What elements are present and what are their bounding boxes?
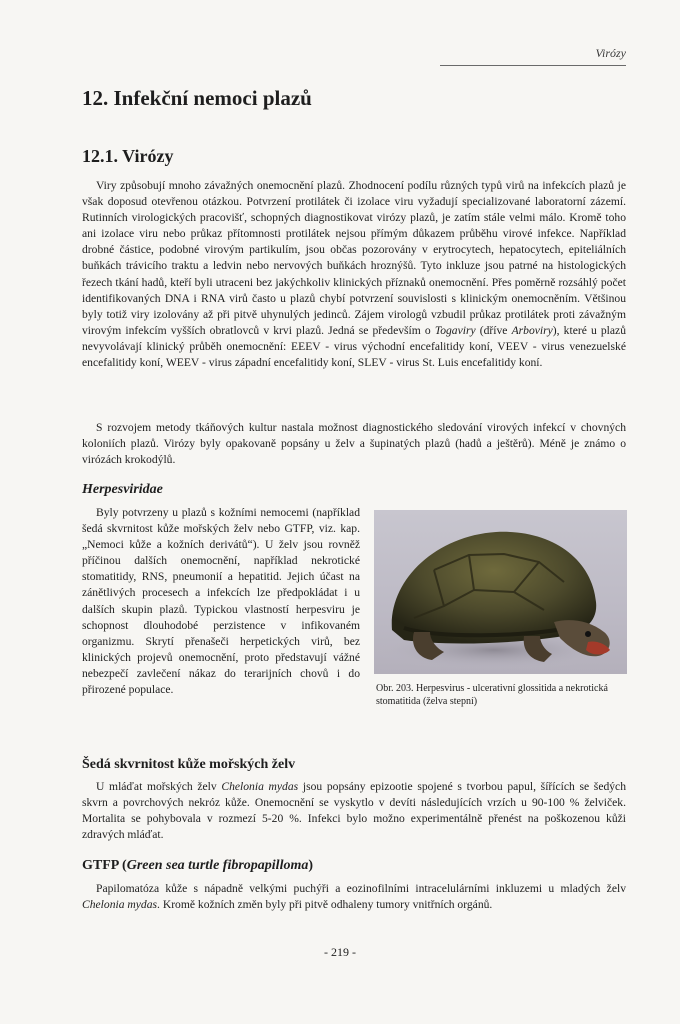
gtfp-heading-c: ) (308, 858, 314, 873)
running-head: Virózy (595, 46, 626, 60)
seda-text-a: U mláďat mořských želv (96, 780, 222, 793)
gtfp-heading-italic: Green sea turtle fibropapilloma (126, 858, 309, 873)
page-number: - 219 - (324, 945, 356, 959)
seda-text-c: jsou popsány epizootie spojené s tvorbou papul, šířících se šedých skvrn a povrchových nekróz kůže. Onemocnění se vyskytlo v devíti následujících vrzích u 90-100 % želviček. Mortalita se pohybovala v rozmezí 5-20 %. Infekci bylo možno experimentálně přenést na poškozenou kůži zdravých mláďat. (82, 780, 627, 842)
intro-paragraph-1 (82, 178, 626, 371)
seda-skvrnitost-paragraph (82, 779, 626, 843)
header-rule (440, 65, 626, 66)
gtfp-text-c: . Kromě kožních změn byly při pitvě odhaleny tumory vnitřních orgánů. (157, 898, 493, 912)
gtfp-paragraph (82, 881, 626, 913)
figure-caption: Obr. 203. Herpesvirus - ulcerativní glossitida a nekrotická stomatitida (želva stepní) (376, 683, 608, 707)
gtfp-heading-a: GTFP ( (82, 858, 127, 873)
herpesviridae-heading: Herpesviridae (82, 482, 163, 497)
intro-text-e: ), které u plazů nevyvolávají klinický průběh onemocnění: EEEV - virus východní encefalitidy koní, VEEV - virus venezuelské encefalitidy koní, WEEV - virus západní encefalitidy koní, SLEV - virus St. Luis encefalitidy koní. (82, 323, 626, 370)
intro-text-a: Viry způsobují mnoho závažných onemocnění plazů. Zhodnocení podílu různých typů virů na infekcích plazů je však doposud otevřenou otázkou. Potvrzení protilátek či izolace viru vyžadují specializované laboratorní zázemí. Rutinních virologických pracovišť, schopných diagnostikovat virózy plazů, je zatím stále velmi málo. Kromě toho ani izolace viru nebo průkaz přítomnosti protilátek nejsou přímým důkazem průběhu virové infekce. Například drobné částice, podobné virovým partikulím, jsou občas pozorovány v erytrocytech, hepatocytech, epiteliálních buňkách trávicího traktu a ledvin nebo nervových buňkách hroznýšů. Tyto inkluze jsou patrné na histologických řezech tkání hadů, kteří byli utraceni bez jakýchkoliv klinických příznaků onemocnění. Přes poměrně rozsáhlý počet identifikovaných DNA i RNA virů často u plazů chybí potvrzení souvislosti s klinickým onemocněním. Většinou byly totiž viry izolovány až při pitvě uhynulých jedinců. Zájem virologů vzbudil průkaz protilátek proti závažným virovým infekcím vyšších obratlovců v krvi plazů. Jedná se především o (82, 179, 626, 337)
intro-togaviry: Togaviry (434, 323, 476, 337)
intro-text-c: (dříve (475, 323, 512, 337)
herpesviridae-paragraph: Byly potvrzeny u plazů s kožními nemocemi (například šedá skvrnitost kůže mořských želv nebo GTFP, viz. kap. „Nemoci kůže a kožních derivátů“). U želv jsou rovněž příčinou dalších onemocnění, například nekrotické stomatitidy, RNS, pneumonií a hepatitid. Jejich účast na zánětlivých procesech a infekcích lze předpokládat i u dalších skupin plazů. Typickou vlastností herpesviru je schopnost dlouhodobé perzistence v infikovaném organizmu. Skrytí přenašeči herpetických virů, bez klinických projevů onemocnění, proto představují vážné nebezpečí zavlečení nákaz do terarijních chovů i do přirozené populace. (82, 506, 360, 697)
gtfp-text-a: Papilomatóza kůže s nápadně velkými puchýři a eozinofilními intracelulárními inkluzemi u mladých želv (96, 882, 626, 895)
gtfp-chelonia: Chelonia mydas (82, 898, 158, 912)
tortoise-photo (374, 510, 627, 674)
section-title: 12.1. Virózy (82, 146, 174, 166)
intro-arboviry: Arboviry (511, 323, 553, 337)
seda-chelonia: Chelonia mydas (221, 780, 299, 793)
chapter-title: 12. Infekční nemoci plazů (82, 86, 312, 110)
seda-skvrnitost-heading: Šedá skvrnitost kůže mořských želv (82, 757, 296, 772)
gtfp-heading (82, 858, 313, 874)
intro-paragraph-2: S rozvojem metody tkáňových kultur nastala možnost diagnostického sledování virových infekcí v chovných koloniích plazů. Virózy byly opakovaně popsány u želv a šupinatých plazů (hadů a ještěrů). Méně je známo o virózách krokodýlů. (82, 421, 626, 467)
